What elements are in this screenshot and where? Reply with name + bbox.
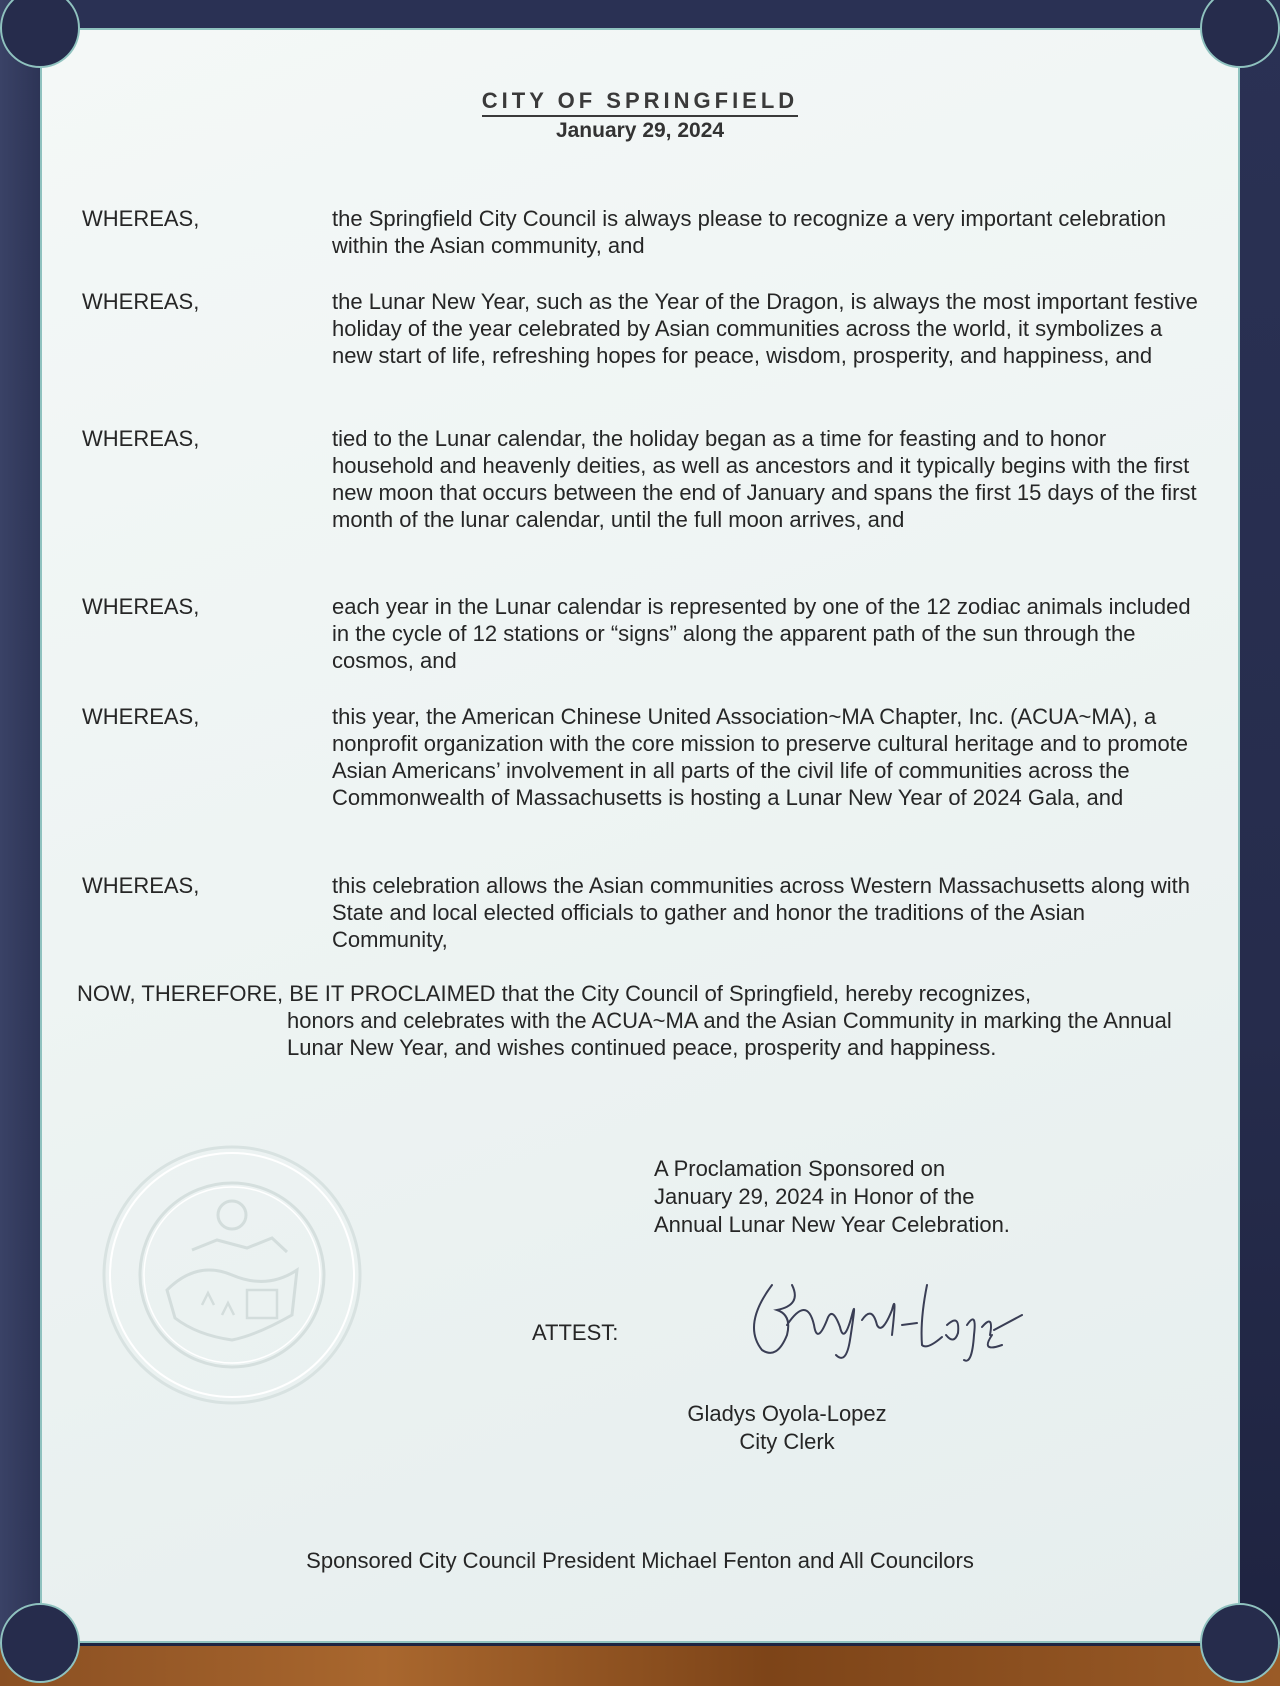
whereas-label: WHEREAS, — [82, 873, 200, 898]
proclamation-rest: honors and celebrates with the ACUA~MA and the Asian Community in marking the Annual Lunar New Year, and wishes continued peace, prosperity and happiness. — [287, 1008, 1172, 1060]
sponsorship-line: Annual Lunar New Year Celebration. — [654, 1212, 1010, 1237]
whereas-text: the Springfield City Council is always please to recognize a very important celebration within the Asian community, and — [332, 206, 1166, 258]
city-title: CITY OF SPRINGFIELD — [482, 88, 798, 117]
whereas-text: the Lunar New Year, such as the Year of the Dragon, is always the most important festive holiday of the year celebrated by Asian communities across the world, it symbolizes a new start of life, refreshing hopes for peace, wisdom, prosperity, and happiness, and — [332, 289, 1198, 368]
proclamation-clause — [77, 980, 1207, 1061]
handwritten-signature — [732, 1265, 1032, 1375]
document-date: January 29, 2024 — [555, 119, 725, 142]
document-content — [42, 30, 1238, 1641]
document-header — [42, 88, 1238, 143]
wood-surface — [0, 1646, 1280, 1686]
sponsorship-line: A Proclamation Sponsored on — [654, 1156, 946, 1181]
clerk-signature-block — [662, 1400, 912, 1456]
proclamation-lead: NOW, THEREFORE, BE IT PROCLAIMED that the City Council of Springfield, hereby recognizes, — [77, 981, 1032, 1006]
folder-edge — [0, 0, 40, 1686]
clerk-name: Gladys Oyola-Lopez — [687, 1401, 887, 1426]
whereas-label: WHEREAS, — [82, 289, 200, 314]
whereas-label: WHEREAS, — [82, 426, 200, 451]
embossed-city-seal — [97, 1140, 367, 1410]
attest-label: ATTEST: — [532, 1320, 619, 1345]
whereas-text: this celebration allows the Asian communities across Western Massachusetts along with State and local elected officials to gather and honor the traditions of the Asian Community, — [332, 873, 1190, 952]
proclamation-paper — [40, 28, 1240, 1643]
whereas-label: WHEREAS, — [82, 704, 200, 729]
sponsorship-note — [654, 1155, 1010, 1239]
whereas-label: WHEREAS, — [82, 206, 200, 231]
whereas-label: WHEREAS, — [82, 594, 200, 619]
whereas-text: each year in the Lunar calendar is represented by one of the 12 zodiac animals included in the cycle of 12 stations or “signs” along the apparent path of the sun through the cosmos, and — [332, 594, 1191, 673]
sponsorship-line: January 29, 2024 in Honor of the — [654, 1184, 975, 1209]
sponsor-footer: Sponsored City Council President Michael Fenton and All Councilors — [306, 1548, 974, 1573]
whereas-text: tied to the Lunar calendar, the holiday began as a time for feasting and to honor household and heavenly deities, as well as ancestors and it typically begins with the first new moon that occurs between the end of January and spans the first 15 days of the first month of the lunar calendar, until the full moon arrives, and — [332, 426, 1197, 532]
whereas-text: this year, the American Chinese United Association~MA Chapter, Inc. (ACUA~MA), a nonprofit organization with the core mission to preserve cultural heritage and to promote Asian Americans’ involvement in all parts of the civil life of communities across the Commonwealth of Massachusetts is hosting a Lunar New Year of 2024 Gala, and — [332, 704, 1189, 810]
clerk-title: City Clerk — [739, 1429, 835, 1454]
